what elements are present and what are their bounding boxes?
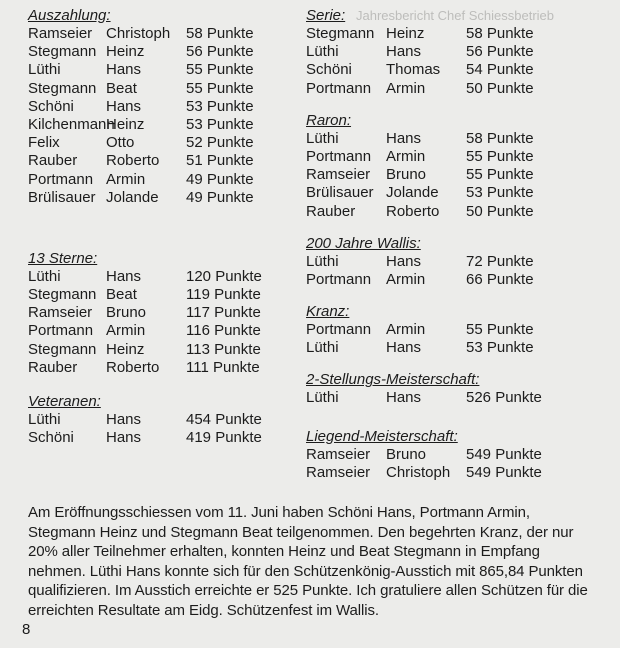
last-name: Portmann bbox=[306, 147, 372, 165]
result-row bbox=[306, 321, 596, 339]
score: 72 Punkte bbox=[466, 252, 534, 270]
first-name: Armin bbox=[386, 321, 426, 339]
score: 55 Punkte bbox=[466, 166, 534, 184]
first-name: Armin bbox=[386, 270, 426, 288]
last-name: Kilchenmann bbox=[28, 115, 115, 133]
section-title: 2-Stellungs-Meisterschaft: bbox=[306, 371, 480, 389]
last-name: Lüthi bbox=[306, 129, 339, 147]
score: 58 Punkte bbox=[466, 129, 534, 147]
last-name: Lüthi bbox=[28, 267, 61, 285]
last-name: Brülisauer bbox=[28, 188, 96, 206]
last-name: Portmann bbox=[306, 79, 372, 97]
first-name: Roberto bbox=[106, 358, 160, 376]
result-row bbox=[28, 429, 278, 447]
result-row bbox=[28, 80, 278, 98]
result-row bbox=[306, 446, 596, 464]
score: 49 Punkte bbox=[186, 188, 254, 206]
score: 51 Punkte bbox=[186, 152, 254, 170]
result-row bbox=[28, 171, 278, 189]
score: 50 Punkte bbox=[466, 79, 534, 97]
score: 111 Punkte bbox=[186, 358, 260, 376]
last-name: Lüthi bbox=[306, 339, 339, 357]
result-section bbox=[306, 112, 596, 221]
first-name: Hans bbox=[106, 97, 142, 115]
score: 526 Punkte bbox=[466, 389, 542, 407]
first-name: Bruno bbox=[386, 445, 427, 463]
first-name: Heinz bbox=[106, 115, 145, 133]
first-name: Heinz bbox=[106, 340, 145, 358]
first-name: Roberto bbox=[106, 152, 160, 170]
result-row bbox=[306, 130, 596, 148]
result-row bbox=[28, 25, 278, 43]
right-column bbox=[306, 7, 596, 482]
result-row bbox=[28, 43, 278, 61]
last-name: Ramseier bbox=[28, 25, 93, 42]
result-row bbox=[28, 189, 278, 207]
section-title: Kranz: bbox=[306, 303, 350, 321]
score: 52 Punkte bbox=[186, 134, 254, 152]
last-name: Schöni bbox=[306, 61, 352, 79]
first-name: Bruno bbox=[386, 166, 427, 184]
result-row bbox=[306, 148, 596, 166]
score: 55 Punkte bbox=[186, 79, 254, 97]
score: 56 Punkte bbox=[466, 43, 534, 61]
section-title: Serie: bbox=[306, 7, 346, 24]
first-name: Hans bbox=[106, 61, 142, 79]
result-row bbox=[28, 411, 278, 429]
result-row bbox=[28, 61, 278, 79]
section-title: Raron: bbox=[306, 111, 352, 129]
first-name: Hans bbox=[386, 129, 422, 147]
last-name: Stegmann bbox=[28, 43, 97, 61]
first-name: Beat bbox=[106, 286, 137, 304]
result-row bbox=[306, 61, 596, 79]
first-name: Jolande bbox=[106, 188, 159, 206]
result-row bbox=[28, 134, 278, 152]
first-name: Jolande bbox=[386, 184, 439, 202]
last-name: Stegmann bbox=[306, 25, 375, 42]
left-column bbox=[28, 7, 278, 447]
first-name: Christoph bbox=[106, 25, 171, 42]
last-name: Rauber bbox=[28, 152, 78, 170]
last-name: Stegmann bbox=[28, 286, 97, 304]
result-section bbox=[28, 7, 278, 207]
result-row bbox=[28, 304, 278, 322]
score: 419 Punkte bbox=[186, 429, 262, 447]
summary-paragraph: Am Eröffnungsschiessen vom 11. Juni haben Schöni Hans, Portmann Armin, Stegmann Heinz und Stegmann Beat teilgenommen. Den begehrten Kranz, der nur 20% aller Teilnehmer erhalten, konnten Heinz und Beat Stegmann in Empfang nehmen. Lüthi Hans konnte sich für den Schützenkönig-Ausstich mit 865,84 Punkten qualifizieren. Im Ausstich erreichte er 525 Punkte. Ich gratuliere allen Schützen für die erreichten Resultate am Eidg. Schützenfest im Wallis. bbox=[28, 504, 588, 619]
first-name: Heinz bbox=[106, 43, 145, 61]
first-name: Armin bbox=[106, 170, 146, 188]
result-row bbox=[306, 464, 596, 482]
last-name: Schöni bbox=[28, 429, 74, 447]
last-name: Schöni bbox=[28, 97, 74, 115]
last-name: Brülisauer bbox=[306, 184, 374, 202]
result-row bbox=[28, 116, 278, 134]
score: 53 Punkte bbox=[466, 339, 534, 357]
score: 58 Punkte bbox=[186, 25, 254, 42]
result-section bbox=[28, 250, 278, 377]
result-row bbox=[28, 152, 278, 170]
result-row bbox=[306, 271, 596, 289]
result-section bbox=[306, 303, 596, 357]
last-name: Stegmann bbox=[28, 340, 97, 358]
result-section bbox=[28, 393, 278, 447]
result-section bbox=[306, 235, 596, 289]
last-name: Ramseier bbox=[306, 166, 371, 184]
result-row bbox=[306, 43, 596, 61]
result-row bbox=[28, 98, 278, 116]
score: 58 Punkte bbox=[466, 25, 534, 42]
first-name: Armin bbox=[386, 79, 426, 97]
first-name: Armin bbox=[386, 147, 426, 165]
result-row bbox=[306, 253, 596, 271]
result-row bbox=[28, 341, 278, 359]
section-title: 13 Sterne: bbox=[28, 249, 98, 267]
last-name: Felix bbox=[28, 134, 60, 152]
result-section bbox=[306, 371, 596, 407]
first-name: Armin bbox=[106, 322, 146, 340]
last-name: Portmann bbox=[306, 321, 372, 339]
bleed-through-heading: Jahresbericht Chef Schiessbetrieb bbox=[356, 8, 554, 23]
last-name: Portmann bbox=[306, 270, 372, 288]
first-name: Bruno bbox=[106, 304, 147, 322]
last-name: Ramseier bbox=[28, 304, 93, 322]
section-title: Liegend-Meisterschaft: bbox=[306, 427, 458, 445]
result-row bbox=[28, 322, 278, 340]
result-row bbox=[306, 389, 596, 407]
last-name: Lüthi bbox=[28, 61, 61, 79]
score: 454 Punkte bbox=[186, 411, 262, 428]
score: 116 Punkte bbox=[186, 322, 261, 340]
last-name: Portmann bbox=[28, 170, 94, 188]
first-name: Roberto bbox=[386, 202, 440, 220]
result-row bbox=[306, 166, 596, 184]
page-number: 8 bbox=[22, 621, 31, 638]
result-row bbox=[306, 184, 596, 202]
last-name: Rauber bbox=[306, 202, 356, 220]
last-name: Rauber bbox=[28, 358, 78, 376]
first-name: Hans bbox=[106, 267, 142, 285]
score: 53 Punkte bbox=[186, 97, 254, 115]
last-name: Lüthi bbox=[306, 252, 339, 270]
last-name: Lüthi bbox=[28, 411, 61, 428]
score: 54 Punkte bbox=[466, 61, 534, 79]
first-name: Otto bbox=[106, 134, 135, 152]
first-name: Hans bbox=[106, 429, 142, 447]
result-section bbox=[306, 428, 596, 482]
score: 120 Punkte bbox=[186, 267, 262, 285]
score: 117 Punkte bbox=[186, 304, 261, 322]
score: 49 Punkte bbox=[186, 170, 254, 188]
last-name: Lüthi bbox=[306, 389, 339, 407]
first-name: Hans bbox=[386, 43, 422, 61]
first-name: Christoph bbox=[386, 463, 451, 481]
result-section bbox=[306, 7, 596, 98]
section-title: 200 Jahre Wallis: bbox=[306, 234, 421, 252]
score: 119 Punkte bbox=[186, 286, 261, 304]
score: 53 Punkte bbox=[466, 184, 534, 202]
score: 55 Punkte bbox=[466, 321, 534, 339]
score: 55 Punkte bbox=[466, 147, 534, 165]
score: 53 Punkte bbox=[186, 115, 254, 133]
result-row bbox=[28, 286, 278, 304]
score: 55 Punkte bbox=[186, 61, 254, 79]
section-title: Auszahlung: bbox=[28, 7, 111, 24]
result-row bbox=[306, 203, 596, 221]
result-row bbox=[28, 359, 278, 377]
first-name: Hans bbox=[106, 411, 142, 428]
last-name: Ramseier bbox=[306, 463, 371, 481]
first-name: Thomas bbox=[386, 61, 441, 79]
score: 56 Punkte bbox=[186, 43, 254, 61]
score: 50 Punkte bbox=[466, 202, 534, 220]
score: 113 Punkte bbox=[186, 340, 261, 358]
score: 66 Punkte bbox=[466, 270, 534, 288]
first-name: Hans bbox=[386, 389, 422, 407]
last-name: Ramseier bbox=[306, 445, 371, 463]
result-row bbox=[306, 25, 596, 43]
first-name: Hans bbox=[386, 339, 422, 357]
first-name: Beat bbox=[106, 79, 137, 97]
first-name: Heinz bbox=[386, 25, 425, 42]
result-row bbox=[306, 80, 596, 98]
result-row bbox=[28, 268, 278, 286]
last-name: Portmann bbox=[28, 322, 94, 340]
score: 549 Punkte bbox=[466, 445, 542, 463]
result-row bbox=[306, 339, 596, 357]
score: 549 Punkte bbox=[466, 463, 542, 481]
last-name: Stegmann bbox=[28, 79, 97, 97]
first-name: Hans bbox=[386, 252, 422, 270]
last-name: Lüthi bbox=[306, 43, 339, 61]
section-title: Veteranen: bbox=[28, 393, 101, 410]
